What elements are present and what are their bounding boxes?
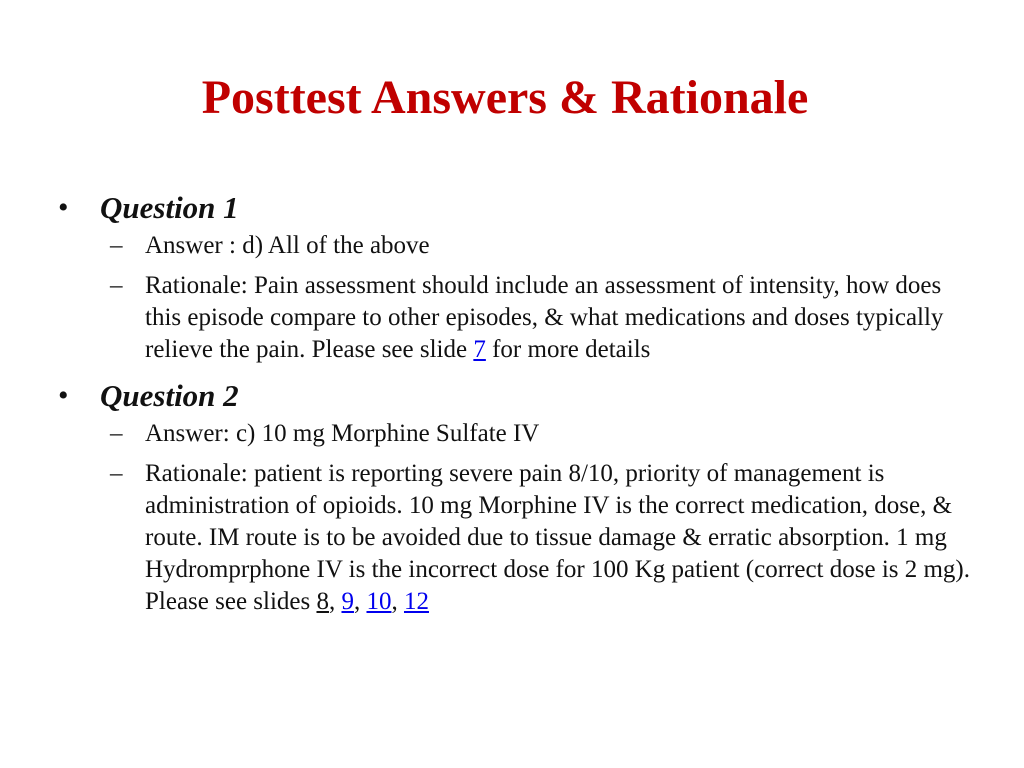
question-2-answer (110, 418, 978, 450)
slide-link-7[interactable]: 7 (473, 336, 486, 363)
slide-separator: , (328, 588, 342, 615)
bullet-icon: • (58, 379, 69, 412)
question-1-rationale-tail: for more details (485, 336, 651, 363)
question-1-rationale (110, 270, 978, 366)
dash-icon: – (110, 420, 123, 447)
slide-separator: , (353, 588, 367, 615)
question-1-heading (58, 186, 978, 230)
question-2-rationale (110, 458, 978, 618)
slide-link-8[interactable]: 8 (316, 588, 329, 615)
question-1-rationale-text: Rationale: Pain assessment should include an assessment of intensity, how does this episode compare to other episodes, & what medications and doses typically relieve the pain. Please see slide (145, 272, 944, 363)
question-1-label: Question 1 (100, 190, 239, 225)
question-1-answer-text: Answer : d) All of the above (145, 232, 430, 259)
dash-icon: – (110, 272, 123, 299)
slide-separator: , (391, 588, 404, 615)
bullet-icon: • (58, 191, 69, 224)
slide-body (58, 186, 978, 626)
question-2-heading (58, 374, 978, 418)
dash-icon: – (110, 232, 123, 259)
question-2-label: Question 2 (100, 378, 239, 413)
slide-link-9[interactable]: 9 (341, 588, 354, 615)
question-2-answer-text: Answer: c) 10 mg Morphine Sulfate IV (145, 420, 540, 447)
question-2-rationale-text: Rationale: patient is reporting severe pain 8/10, priority of management is administration of opioids. 10 mg Morphine IV is the correct medication, dose, & route. IM route is to be avoided due to tissue damage & erratic absorption. 1 mg Hydromprphone IV is the incorrect dose for 100 Kg patient (correct dose is 2 mg). Please see slides (145, 460, 971, 615)
slide-link-10[interactable]: 10 (366, 588, 392, 615)
question-1-answer (110, 230, 978, 262)
slide-link-12[interactable]: 12 (403, 588, 429, 615)
slide-title: Posttest Answers & Rationale (201, 71, 809, 124)
dash-icon: – (110, 460, 123, 487)
